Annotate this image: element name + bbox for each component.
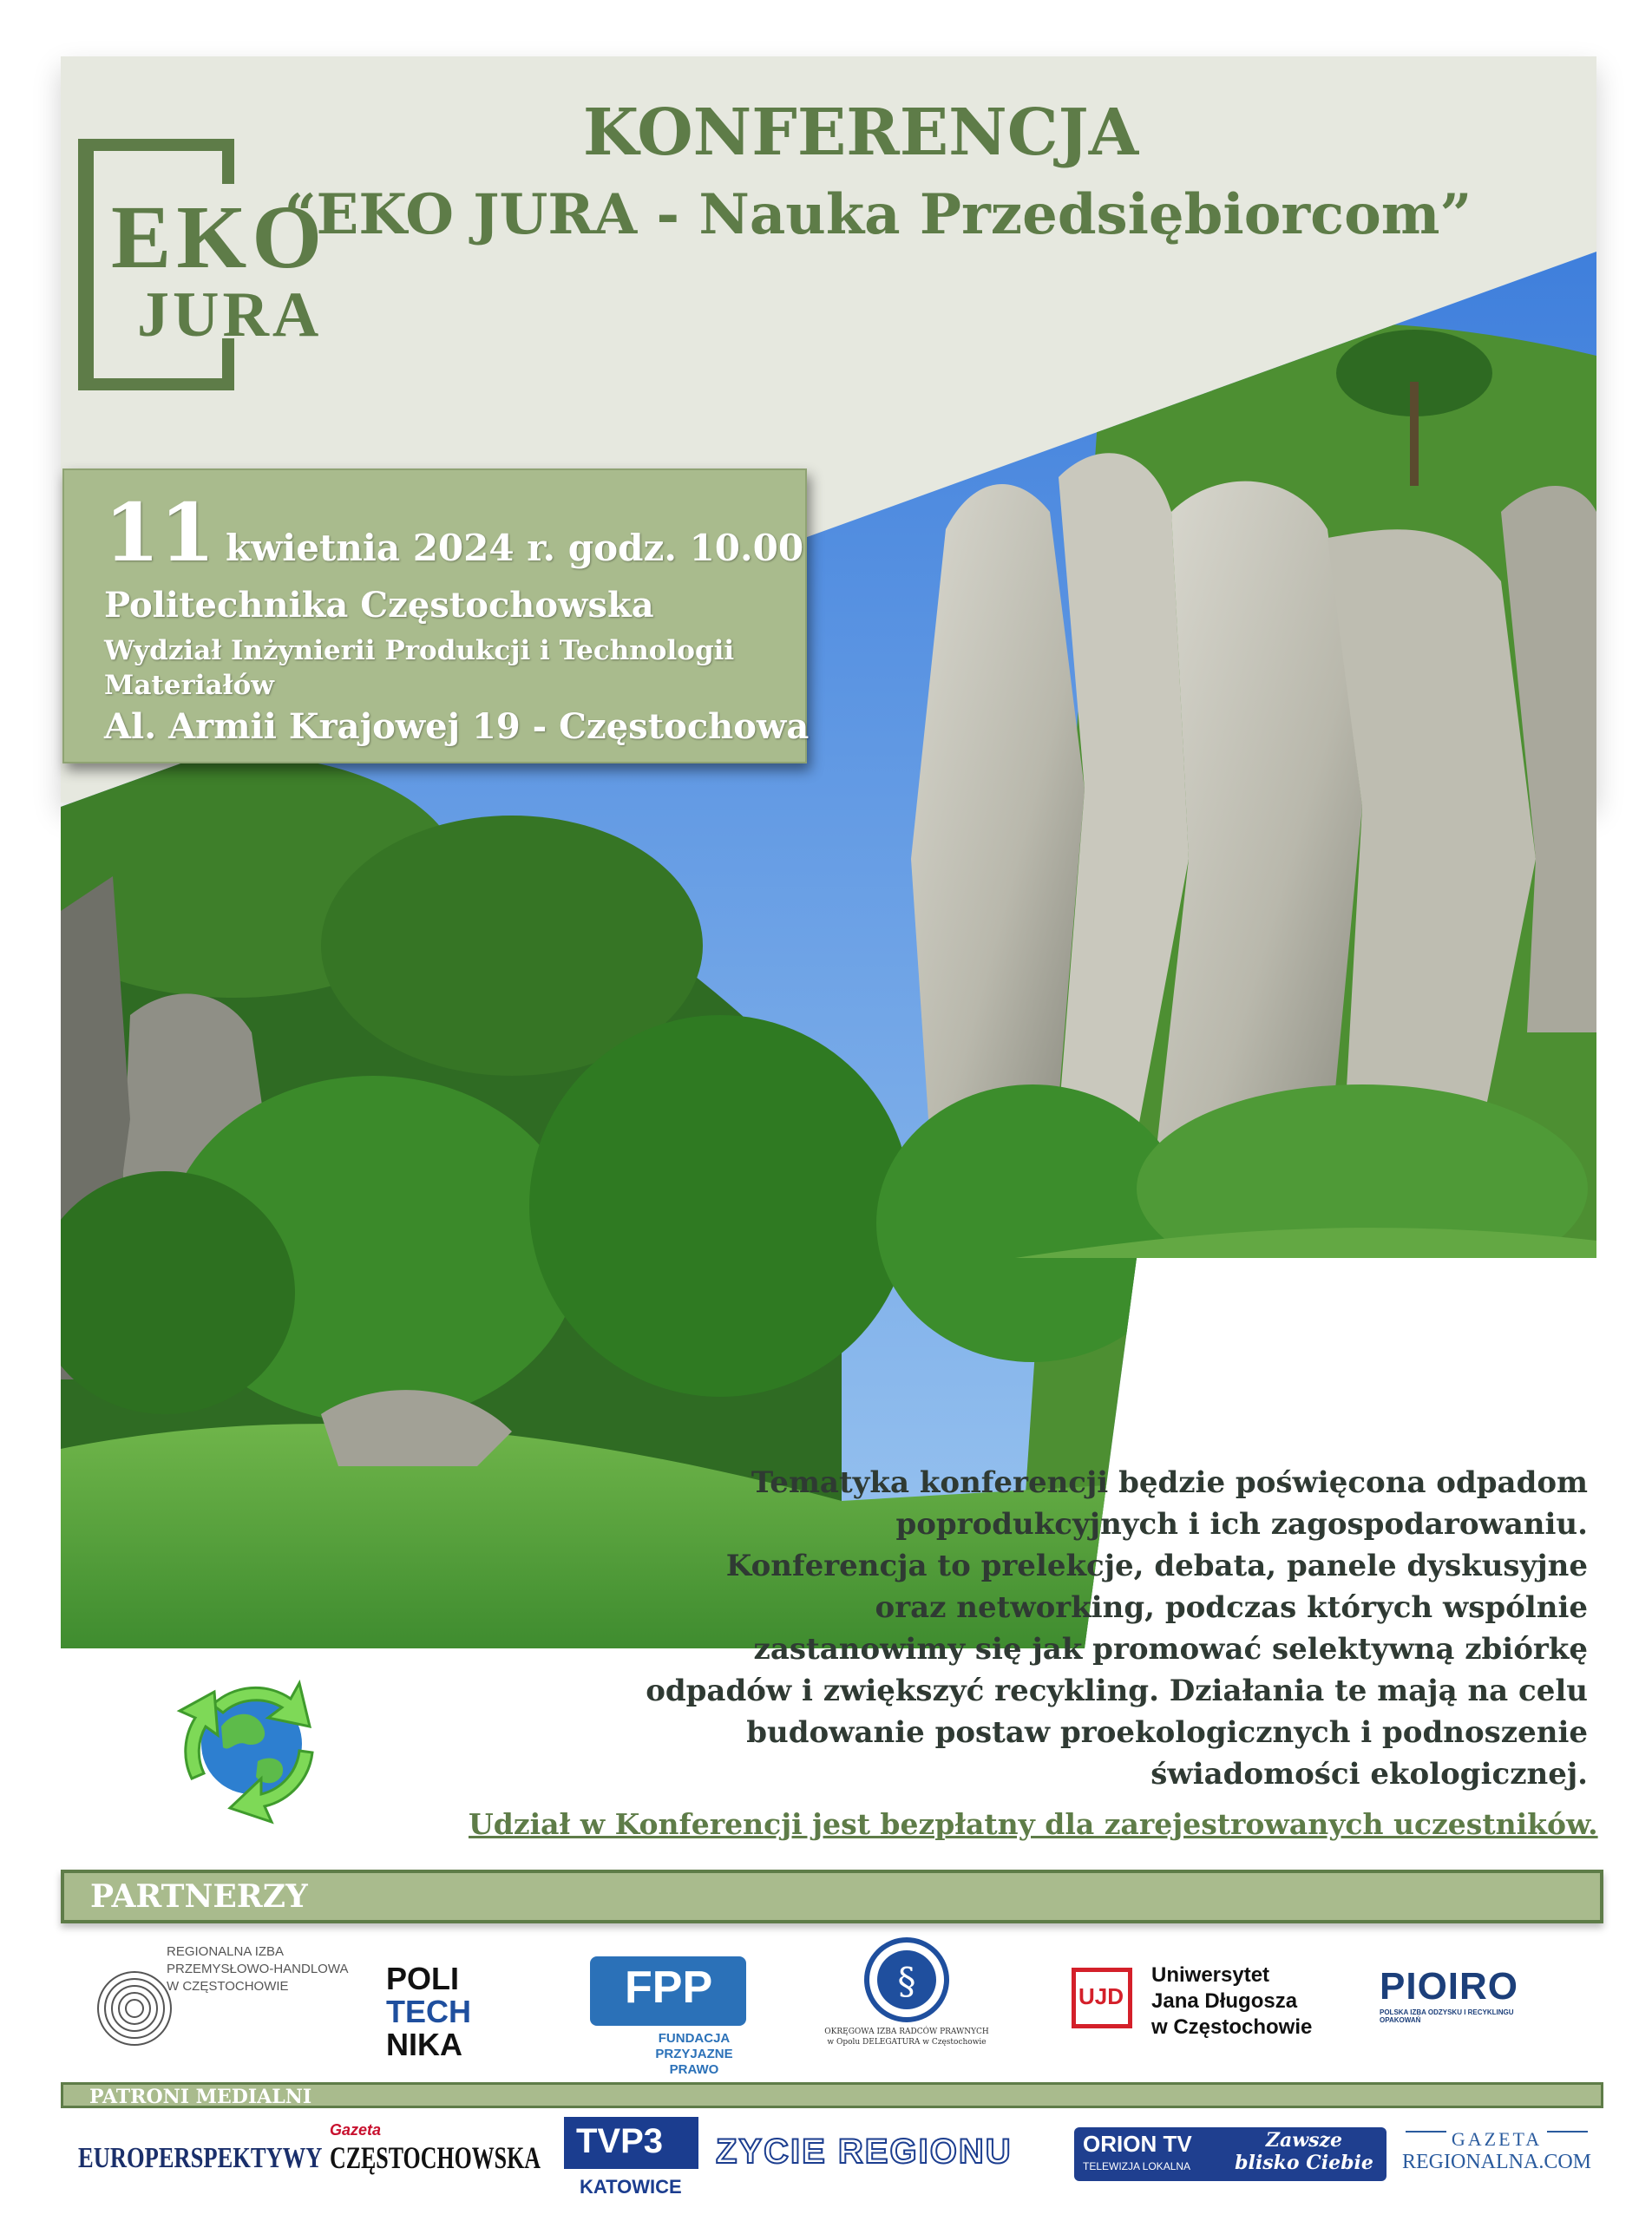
event-faculty-2: Materiałów xyxy=(104,670,274,701)
pioiro-logo xyxy=(1380,1965,1553,2043)
ujd-line1: Uniwersytet xyxy=(1151,1963,1270,1987)
recycle-globe-icon xyxy=(161,1657,343,1831)
oirp-line2: w Opolu DELEGATURA w Częstochowie xyxy=(827,2038,987,2047)
conference-description xyxy=(460,1462,1588,1795)
eko-jura-logo xyxy=(78,139,364,390)
gazeta-regionalna-line2: REGIONALNA.COM xyxy=(1402,2151,1591,2173)
orion-tv-logo xyxy=(1074,2127,1386,2188)
svg-text:§: § xyxy=(897,1960,916,2002)
czestochowska-name: CZĘSTOCHOWSKA xyxy=(330,2140,541,2175)
poli-line1: POLI xyxy=(386,1961,460,1996)
orion-sub: TELEWIZJA LOKALNA xyxy=(1083,2160,1191,2172)
conference-subtitle: “EKO JURA - Nauka Przedsiębiorcom” xyxy=(284,182,1472,247)
event-date xyxy=(104,486,803,580)
tvp3-sub: KATOWICE xyxy=(580,2176,682,2198)
oirp-line1: OKRĘGOWA IZBA RADCÓW PRAWNYCH xyxy=(824,2028,989,2036)
description-line: oraz networking, podczas których wspólnie xyxy=(875,1590,1588,1625)
poli-line2: TECH xyxy=(386,1994,471,2029)
orion-name: ORION TV xyxy=(1083,2131,1192,2157)
gazeta-regionalna-logo xyxy=(1397,2122,1596,2200)
ujd-line2: Jana Długosza xyxy=(1151,1989,1298,2013)
fpp-logo: FPP FUNDACJA PRZYJAZNE PRAWO xyxy=(590,1956,746,2065)
gazeta-label: Gazeta xyxy=(330,2121,382,2139)
europerspektywy-logo xyxy=(78,2130,323,2191)
politechnika-logo xyxy=(386,1962,516,2067)
description-line: Tematyka konferencji będzie poświęcona odpadom xyxy=(751,1465,1588,1500)
rih-spiral-icon xyxy=(95,1952,174,2065)
paragraph-seal-icon xyxy=(863,1936,950,2023)
ujd-logo: UJD Uniwersytet Jana Długosza w Częstochowie xyxy=(1072,1959,1332,2054)
orion-slogan-2: blisko Ciebie xyxy=(1235,2152,1373,2174)
event-venue: Politechnika Częstochowska xyxy=(104,585,654,626)
description-line: Konferencja to prelekcje, debata, panele dyskusyjne xyxy=(725,1549,1588,1583)
logo-eko: EKO xyxy=(111,187,328,287)
logo-jura: JURA xyxy=(137,279,323,351)
media-patrons-heading: PATRONI MEDIALNI xyxy=(89,2086,312,2108)
landscape-photo xyxy=(61,252,1596,1648)
event-date-rest: kwietnia 2024 r. godz. 10.00 xyxy=(226,527,804,569)
rih-line1: REGIONALNA IZBA xyxy=(167,1944,285,1959)
description-line: odpadów i zwiększyć recykling. Działania te mają na celu xyxy=(646,1674,1588,1708)
gazeta-regionalna-line1: GAZETA xyxy=(1446,2128,1547,2151)
event-faculty-1: Wydział Inżynierii Produkcji i Technologii xyxy=(104,635,735,666)
orion-slogan-1: Zawsze xyxy=(1265,2129,1343,2152)
oirp-logo xyxy=(811,1936,1002,2075)
event-address: Al. Armii Krajowej 19 - Częstochowa xyxy=(104,706,810,747)
gazeta-czestochowska-logo xyxy=(330,2121,551,2191)
description-line: świadomości ekologicznej. xyxy=(1150,1757,1588,1792)
description-line: budowanie postaw proekologicznych i podnoszenie xyxy=(746,1715,1588,1750)
tvp3-logo xyxy=(564,2117,698,2204)
fpp-line2: PRZYJAZNE PRAWO xyxy=(655,2047,733,2077)
partners-heading-bar xyxy=(61,1870,1603,1923)
media-patrons-heading-bar xyxy=(61,2082,1603,2108)
fpp-line1: FUNDACJA xyxy=(658,2031,731,2046)
free-participation-notice: Udział w Konferencji jest bezpłatny dla zarejestrowanych uczestników. xyxy=(469,1807,1598,1841)
event-details-box xyxy=(62,468,810,763)
rih-logo xyxy=(95,1943,356,2065)
europerspektywy-name: EUROPERSPEKTYWY xyxy=(78,2142,323,2174)
zycie-regionu-name: ZYCIE REGIONU xyxy=(716,2133,1013,2171)
poli-line3: NIKA xyxy=(386,2027,462,2062)
partners-heading: PARTNERZY xyxy=(90,1878,308,1915)
zycie-regionu-logo xyxy=(716,2133,1063,2185)
rih-line3: W CZĘSTOCHOWIE xyxy=(167,1979,289,1994)
description-line: zastanowimy się jak promować selektywną zbiórkę xyxy=(753,1632,1588,1667)
description-line: poprodukcyjnych i ich zagospodarowaniu. xyxy=(895,1507,1588,1542)
ujd-line3: w Częstochowie xyxy=(1151,2015,1313,2039)
tvp3-name: TVP3 xyxy=(576,2122,664,2160)
pioiro-name: PIOIRO xyxy=(1380,1965,1519,2008)
event-day: 11 xyxy=(104,486,216,580)
pioiro-sub: POLSKA IZBA ODZYSKU I RECYKLINGU OPAKOWAŃ xyxy=(1380,2008,1514,2024)
conference-title: KONFERENCJA xyxy=(582,95,1139,170)
rih-line2: PRZEMYSŁOWO-HANDLOWA xyxy=(167,1962,349,1976)
